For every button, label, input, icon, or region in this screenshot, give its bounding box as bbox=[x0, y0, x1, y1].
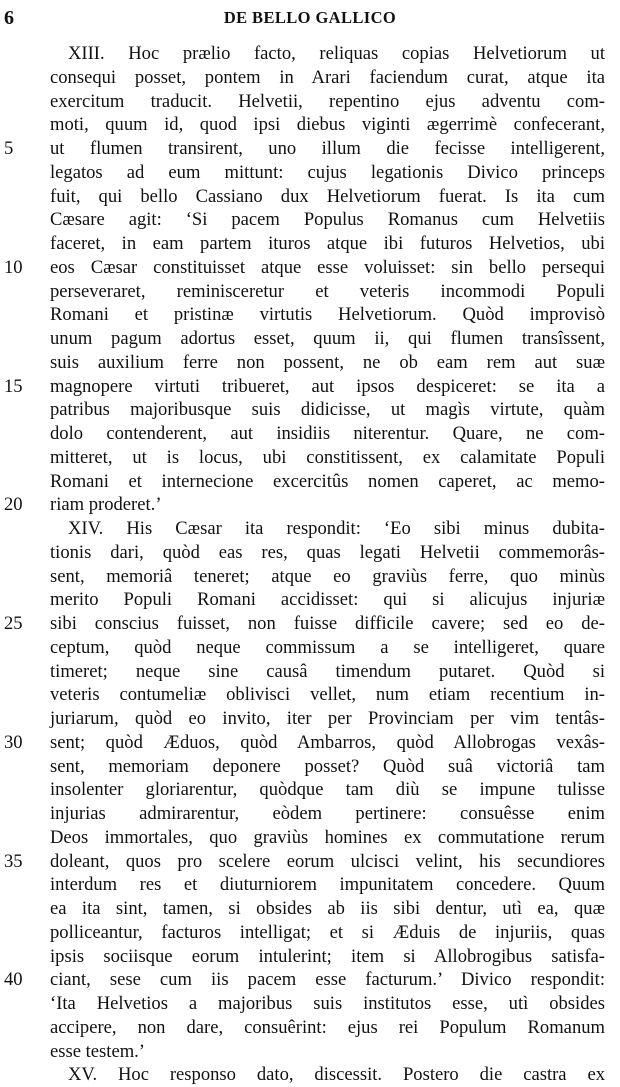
text-line bbox=[4, 375, 605, 399]
line-text: perseveraret, reminisceretur et veteris incommodi Populi bbox=[50, 280, 605, 302]
line-text: ipsis sociisque eorum intulerint; item si Allobrogibus satisfa- bbox=[50, 945, 605, 967]
text-line bbox=[50, 161, 605, 185]
line-text: sent; quòd Æduos, quòd Ambarros, quòd Allobrogas vexâs- bbox=[50, 731, 605, 753]
line-text: ut flumen transirent, uno illum die fecisse intelligerent, bbox=[50, 138, 605, 159]
text-line bbox=[4, 612, 605, 636]
line-text: faceret, in eam partem ituros atque ibi futuros Helvetios, ubi bbox=[50, 233, 605, 254]
line-text: accipere, non dare, consuêrint: ejus rei Populum Romanum bbox=[50, 1016, 605, 1038]
text-line bbox=[50, 707, 605, 731]
line-text: dolo contenderent, aut insidiis niterentur. Quare, ne com- bbox=[50, 423, 605, 444]
line-text: riam proderet.’ bbox=[50, 494, 162, 516]
text-line bbox=[50, 351, 605, 375]
text-line bbox=[50, 42, 605, 66]
line-text: XIII. Hoc prælio facto, reliquas copias Helvetiorum ut bbox=[68, 43, 605, 64]
line-text: juriarum, quòd eo invito, iter per Provinciam per vim tentâs- bbox=[50, 708, 605, 729]
page-number: 6 bbox=[4, 7, 14, 29]
line-text: sent, memoriâ teneret; atque eo graviùs ferre, quo minùs bbox=[50, 565, 605, 587]
line-text: injurias admirarentur, eòdem pertinere: consuêsse enim bbox=[50, 803, 605, 824]
line-number: 10 bbox=[4, 256, 23, 278]
line-text: veteris contumeliæ oblivisci vellet, num etiam recentium in- bbox=[50, 684, 605, 706]
line-text: fuit, qui bello Cassiano dux Helvetiorum fuerat. Is ita cum bbox=[50, 185, 605, 207]
line-text: ceptum, quòd neque commissum a se intelligeret, quare bbox=[50, 636, 605, 658]
running-title: DE BELLO GALLICO bbox=[223, 8, 397, 27]
line-text: Romani et pristinæ virtutis Helvetiorum. Quòd improvisò bbox=[50, 304, 605, 326]
text-line bbox=[4, 731, 605, 755]
text-line bbox=[50, 517, 605, 541]
line-text: XV. Hoc responso dato, discessit. Postero die castra ex bbox=[68, 1064, 605, 1086]
text-line bbox=[50, 897, 605, 921]
line-number: 15 bbox=[4, 375, 23, 397]
line-text: moti, quum id, quod ipsi diebus viginti ægerrimè confecerant, bbox=[50, 114, 605, 136]
line-number: 35 bbox=[4, 850, 23, 872]
line-number: 25 bbox=[4, 613, 23, 634]
text-line bbox=[50, 66, 605, 90]
text-line bbox=[50, 398, 605, 422]
line-text: suis auxilium ferre non possent, ne ob eam rem aut suæ bbox=[50, 351, 605, 373]
text-line bbox=[50, 422, 605, 446]
text-line bbox=[50, 208, 605, 232]
text-line bbox=[50, 280, 605, 304]
text-line bbox=[50, 992, 605, 1016]
line-text: ‘Ita Helvetios a majoribus suis institutos esse, utì obsides bbox=[50, 993, 605, 1014]
text-line bbox=[50, 446, 605, 470]
line-text: patribus majoribusque suis didicisse, ut magìs virtute, quàm bbox=[50, 399, 605, 421]
text-line bbox=[50, 232, 605, 256]
line-text: unum pagum adortus esset, quum ii, qui flumen transîssent, bbox=[50, 328, 605, 349]
text-line bbox=[50, 802, 605, 826]
line-text: esse testem.’ bbox=[50, 1040, 146, 1062]
line-text: interdum res et diuturniorem impunitatem concedere. Quum bbox=[50, 874, 605, 896]
body-text bbox=[4, 42, 605, 1087]
line-number: 30 bbox=[4, 731, 23, 753]
line-text: timeret; neque sine causâ timendum putaret. Quòd si bbox=[50, 660, 605, 682]
line-text: sibi conscius fuisset, non fuisse difficile cavere; sed eo de- bbox=[50, 613, 605, 634]
line-text: Cæsare agit: ‘Si pacem Populus Romanus cum Helvetiis bbox=[50, 209, 605, 231]
text-line bbox=[50, 945, 605, 969]
line-text: merito Populi Romani accidisset: qui si alicujus injuriæ bbox=[50, 589, 605, 611]
text-line bbox=[50, 826, 605, 850]
text-line bbox=[50, 113, 605, 137]
text-line bbox=[50, 565, 605, 589]
line-text: exercitum traducit. Helvetii, repentino ejus adventu com- bbox=[50, 90, 605, 112]
line-text: XIV. His Cæsar ita respondit: ‘Eo sibi minus dubita- bbox=[68, 518, 605, 539]
text-line bbox=[4, 850, 605, 874]
text-line bbox=[50, 873, 605, 897]
text-line bbox=[50, 683, 605, 707]
text-line bbox=[50, 755, 605, 779]
text-line bbox=[50, 1040, 605, 1064]
text-line bbox=[50, 588, 605, 612]
line-text: sent, memoriam deponere posset? Quòd suâ victoriâ tam bbox=[50, 755, 605, 777]
line-text: polliceantur, facturos intelligat; et si Æduis de injuriis, quas bbox=[50, 921, 605, 943]
text-line bbox=[50, 636, 605, 660]
text-line bbox=[50, 541, 605, 565]
line-text: ea ita sint, tamen, si obsides ab iis sibi dentur, utì ea, quæ bbox=[50, 898, 605, 919]
line-text: Romani et internecione excercitûs nomen caperet, ac memo- bbox=[50, 470, 605, 492]
line-text: doleant, quos pro scelere eorum ulcisci velint, his secundiores bbox=[50, 850, 605, 872]
line-text: Deos immortales, quo graviùs homines ex commutatione rerum bbox=[50, 826, 605, 848]
page-header bbox=[0, 6, 620, 30]
line-number: 5 bbox=[4, 138, 14, 159]
text-line bbox=[50, 90, 605, 114]
text-line bbox=[50, 185, 605, 209]
line-text: mitteret, ut is locus, ubi constitissent, ex calamitate Populi bbox=[50, 446, 605, 468]
line-number: 20 bbox=[4, 494, 23, 516]
line-text: tionis dari, quòd eas res, quas legati Helvetii commemorâs- bbox=[50, 541, 605, 563]
line-text: ciant, sese cum iis pacem esse facturum.’ Divico respondit: bbox=[50, 969, 605, 991]
text-line bbox=[4, 256, 605, 280]
line-text: magnopere virtuti tribueret, aut ipsos despiceret: se ita a bbox=[50, 375, 605, 397]
text-line bbox=[50, 470, 605, 494]
text-line bbox=[50, 660, 605, 684]
text-line bbox=[50, 921, 605, 945]
text-line bbox=[4, 137, 605, 161]
line-text: legatos ad eum mittunt: cujus legationis Divico princeps bbox=[50, 161, 605, 183]
text-line bbox=[50, 1063, 605, 1087]
text-line bbox=[4, 968, 605, 992]
text-line bbox=[4, 493, 605, 517]
text-line bbox=[50, 778, 605, 802]
text-line bbox=[50, 327, 605, 351]
line-text: eos Cæsar constituisset atque esse voluisset: sin bello persequi bbox=[50, 256, 605, 278]
text-line bbox=[50, 303, 605, 327]
line-number: 40 bbox=[4, 969, 23, 991]
line-text: insolenter gloriarentur, quòdque tam diù se impune tulisse bbox=[50, 779, 605, 801]
line-text: consequi posset, pontem in Arari faciendum curat, atque ita bbox=[50, 66, 605, 88]
